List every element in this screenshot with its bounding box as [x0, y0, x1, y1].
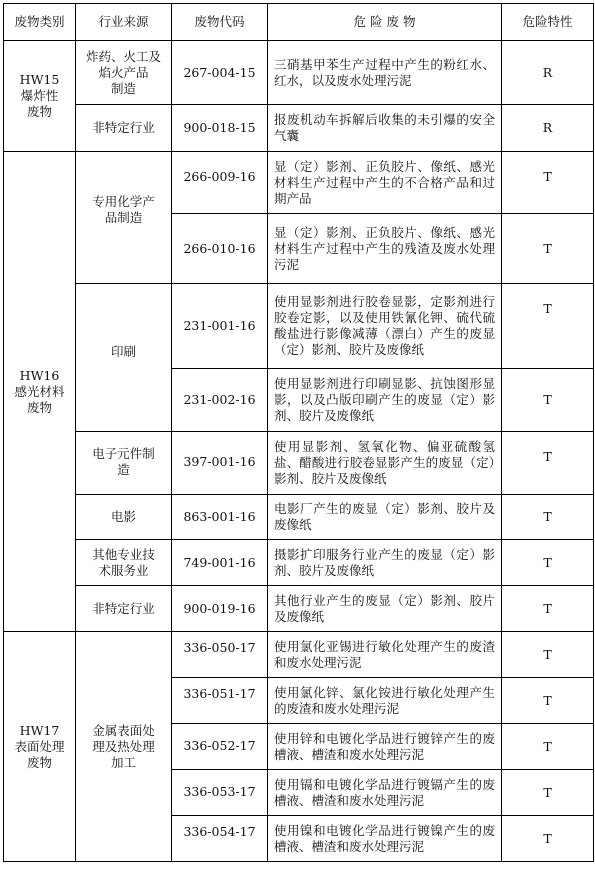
- category-name: 爆炸性: [20, 88, 59, 103]
- category-code: HW17: [19, 722, 60, 738]
- source-cell: [76, 152, 172, 284]
- table-row: [4, 540, 594, 586]
- header-industry-source: 行业来源: [76, 4, 172, 41]
- table-row: [4, 586, 594, 632]
- source-text: 品制造: [104, 210, 143, 225]
- table-row: [4, 432, 594, 495]
- category-cell-hw16: [4, 152, 76, 632]
- source-cell: 印刷: [76, 284, 172, 432]
- source-text: 制造: [110, 80, 136, 96]
- source-cell: [76, 432, 172, 495]
- waste-description: 其他行业产生的废显（定）影剂、胶片及废像纸: [268, 586, 502, 632]
- hazardous-waste-table: [3, 3, 594, 862]
- waste-description: 使用显影剂进行胶卷显影，定影剂进行胶卷定影，以及使用铁氰化钾、硫代硫酸盐进行影像减薄（漂白）产生的废显（定）影剂、胶片及废像纸: [268, 284, 502, 369]
- header-row: [4, 4, 594, 41]
- source-cell: 非特定行业: [76, 586, 172, 632]
- hazard-property: T: [502, 632, 594, 678]
- hazard-property: T: [502, 284, 594, 369]
- source-cell: 电影: [76, 495, 172, 540]
- waste-description: 使用镉和电镀化学品进行镀镉产生的废槽液、槽渣和废水处理污泥: [268, 770, 502, 816]
- waste-code: 336-051-17: [172, 678, 268, 724]
- waste-description: 摄影扩印服务行业产生的废显（定）影剂、胶片及废像纸: [268, 540, 502, 586]
- header-waste-category: 废物类别: [4, 4, 76, 41]
- category-name: 废物: [26, 399, 52, 415]
- header-hazard-property: 危险特性: [502, 4, 594, 41]
- waste-code: 266-010-16: [172, 214, 268, 284]
- waste-description: 使用氯化锌、氯化铵进行敏化处理产生的废渣和废水处理污泥: [268, 678, 502, 724]
- table-row: [4, 105, 594, 152]
- hazard-property: T: [502, 540, 594, 586]
- source-cell: [76, 632, 172, 862]
- source-text: 炸药、火工及: [85, 48, 161, 64]
- category-name: 废物: [26, 754, 52, 770]
- waste-code: 336-050-17: [172, 632, 268, 678]
- table-row: [4, 41, 594, 105]
- hazard-property: T: [502, 586, 594, 632]
- category-cell-hw17: [4, 632, 76, 862]
- source-text: 其他专业技: [92, 546, 155, 562]
- hazard-property: T: [502, 432, 594, 495]
- source-text: 术服务业: [98, 562, 149, 578]
- waste-description: 使用显影剂、氢氧化物、偏亚硫酸氢盐、醋酸进行胶卷显影产生的废显（定）影剂、胶片及废像纸: [268, 432, 502, 495]
- table-row: [4, 284, 594, 369]
- waste-code: 267-004-15: [172, 41, 268, 105]
- category-code: HW15: [19, 72, 60, 87]
- waste-code: 231-002-16: [172, 369, 268, 432]
- source-text: 金属表面处: [92, 722, 155, 738]
- waste-code: 900-018-15: [172, 105, 268, 152]
- hazard-property: T: [502, 214, 594, 284]
- source-cell: [76, 540, 172, 586]
- waste-description: 使用锌和电镀化学品进行镀锌产生的废槽液、槽渣和废水处理污泥: [268, 724, 502, 770]
- hazard-property: T: [502, 495, 594, 540]
- source-text: 电子元件制: [92, 446, 155, 461]
- hazard-property: T: [502, 678, 594, 724]
- source-text: 专用化学产: [92, 194, 155, 209]
- category-name: 感光材料: [14, 383, 65, 399]
- waste-description: 电影厂产生的废显（定）影剂、胶片及废像纸: [268, 495, 502, 540]
- waste-code: 397-001-16: [172, 432, 268, 495]
- waste-description: 显（定）影剂、正负胶片、像纸、感光材料生产过程中产生的不合格产品和过期产品: [268, 152, 502, 214]
- source-text: 焰火产品: [98, 64, 149, 80]
- category-name: 表面处理: [14, 738, 65, 754]
- category-code: HW16: [19, 367, 60, 383]
- header-waste-code: 废物代码: [172, 4, 268, 41]
- table-row: [4, 632, 594, 678]
- waste-description: 使用镍和电镀化学品进行镀镍产生的废槽液、槽渣和废水处理污泥: [268, 816, 502, 862]
- waste-description: 三硝基甲苯生产过程中产生的粉红水、红水，以及废水处理污泥: [268, 41, 502, 105]
- waste-code: 336-054-17: [172, 816, 268, 862]
- table-row: [4, 152, 594, 214]
- waste-description: 使用氯化亚锡进行敏化处理产生的废渣和废水处理污泥: [268, 632, 502, 678]
- waste-code: 863-001-16: [172, 495, 268, 540]
- waste-code: 749-001-16: [172, 540, 268, 586]
- waste-description: 使用显影剂进行印刷显影、抗蚀图形显影，以及凸版印刷产生的废显（定）影剂、胶片及废像纸: [268, 369, 502, 432]
- waste-code: 231-001-16: [172, 284, 268, 369]
- category-cell-hw15: [4, 41, 76, 152]
- waste-description: 显（定）影剂、正负胶片、像纸、感光材料生产过程中产生的残渣及废水处理污泥: [268, 214, 502, 284]
- source-cell: 非特定行业: [76, 105, 172, 152]
- hazard-property: T: [502, 369, 594, 432]
- waste-code: 266-009-16: [172, 152, 268, 214]
- category-name: 废物: [26, 104, 52, 119]
- hazard-property: T: [502, 770, 594, 816]
- source-text: 造: [117, 462, 130, 477]
- hazard-property: T: [502, 724, 594, 770]
- waste-code: 900-019-16: [172, 586, 268, 632]
- source-text: 理及热处理: [92, 738, 155, 754]
- waste-code: 336-052-17: [172, 724, 268, 770]
- source-text: 加工: [110, 754, 136, 770]
- hazard-property: R: [502, 41, 594, 105]
- hazard-property: R: [502, 105, 594, 152]
- header-hazardous-waste: 危 险 废 物: [268, 4, 502, 41]
- waste-code: 336-053-17: [172, 770, 268, 816]
- source-cell: [76, 41, 172, 105]
- table-row: [4, 495, 594, 540]
- hazard-property: T: [502, 152, 594, 214]
- waste-description: 报废机动车拆解后收集的未引爆的安全气囊: [268, 105, 502, 152]
- hazard-property: T: [502, 816, 594, 862]
